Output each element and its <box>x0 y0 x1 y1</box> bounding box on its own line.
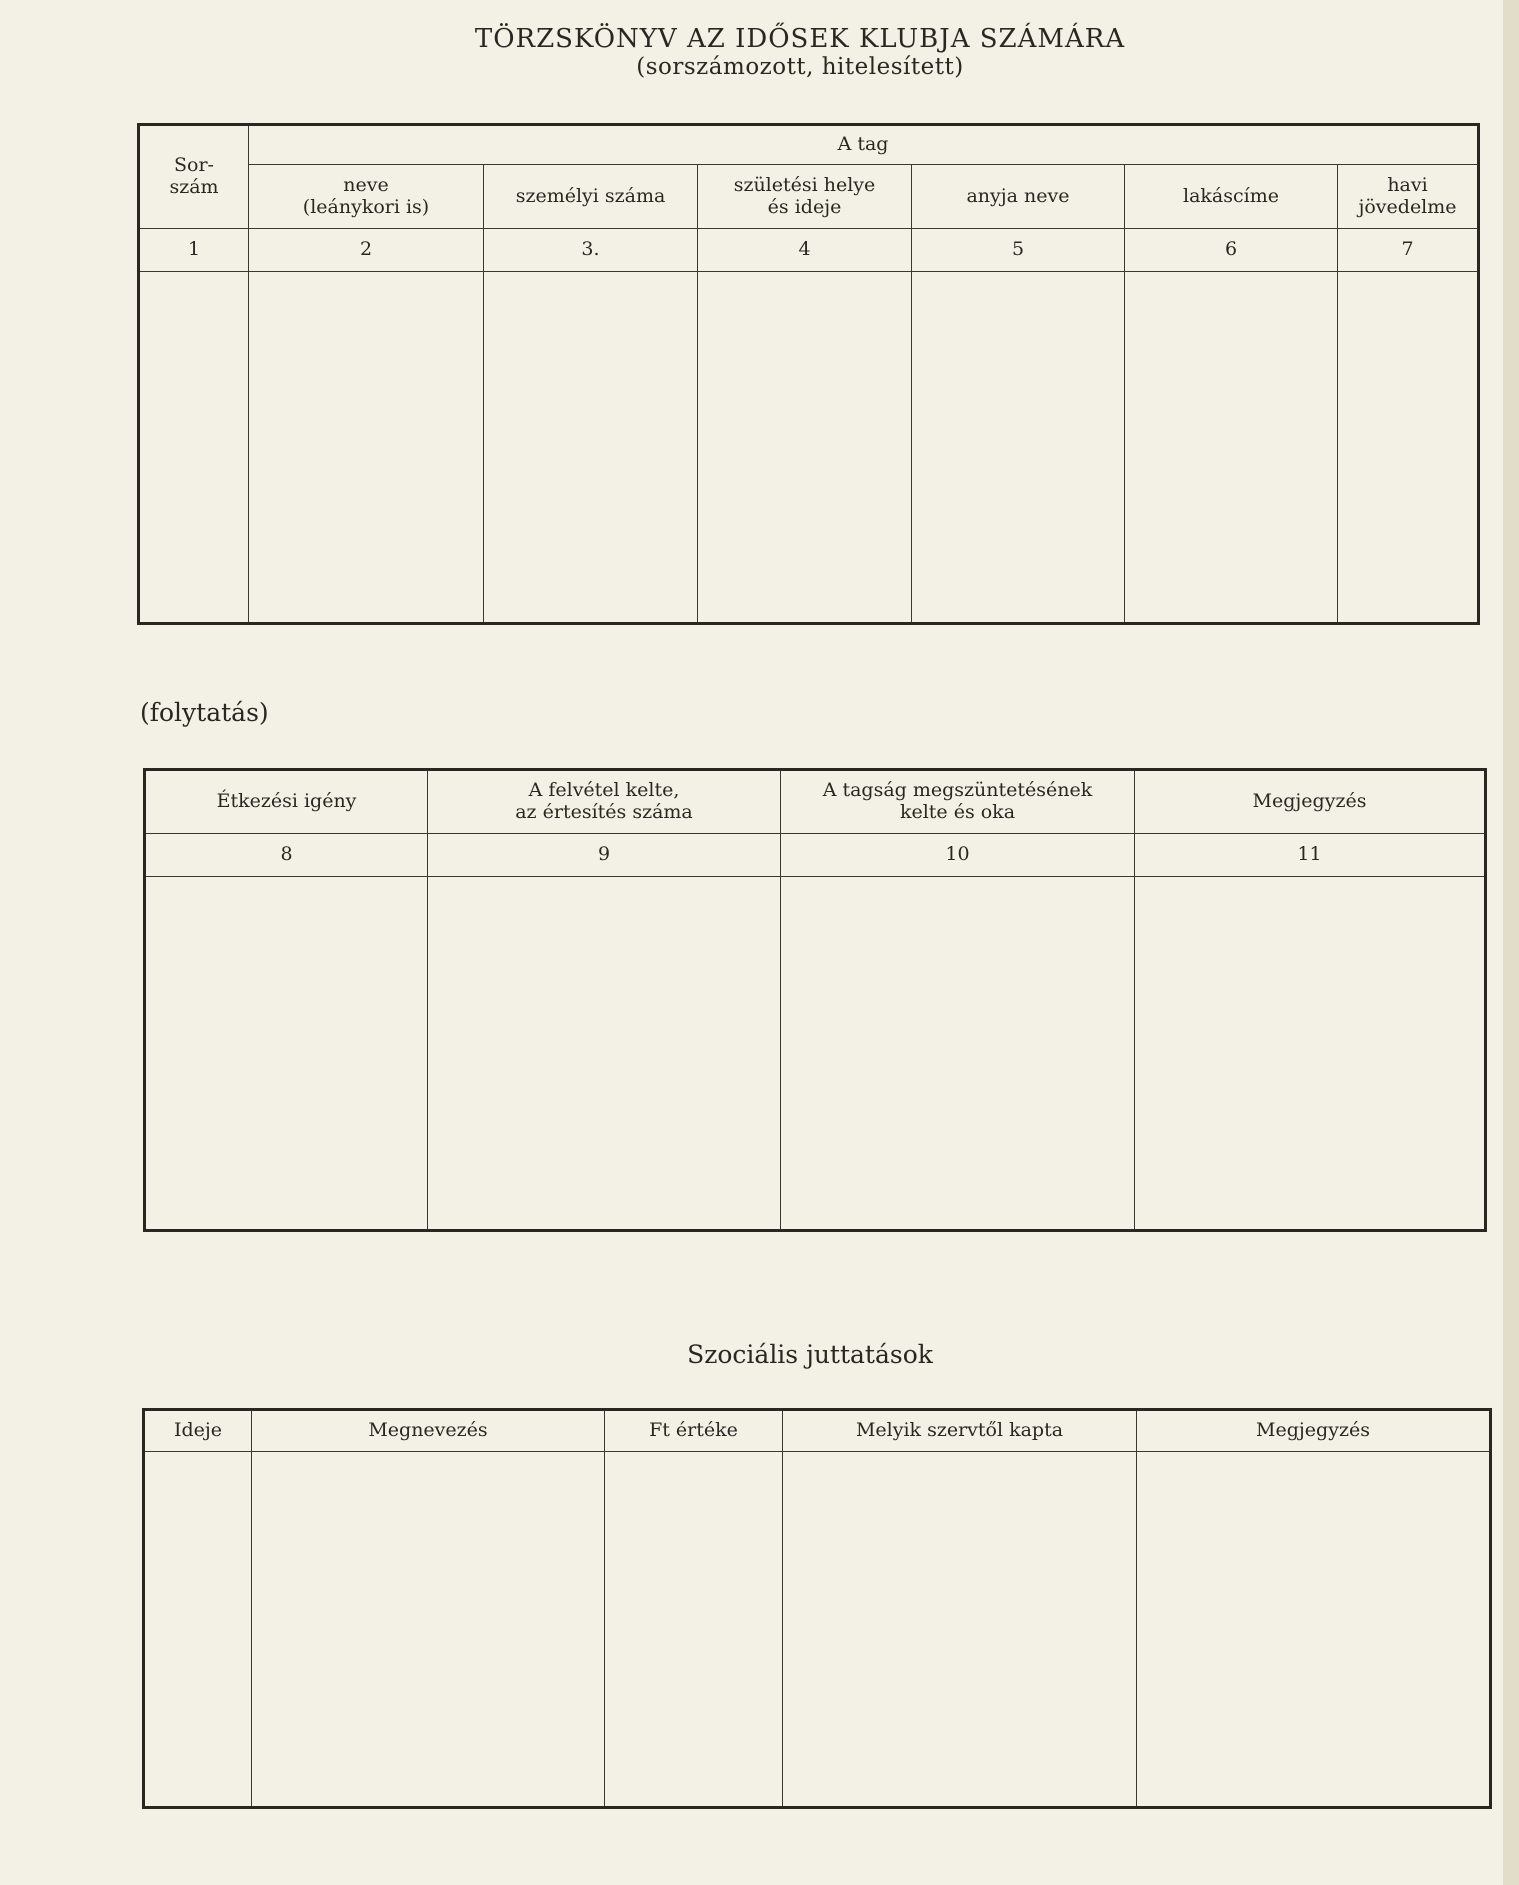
continuation-label: (folytatás) <box>140 698 269 727</box>
column-number-8: 8 <box>145 834 428 877</box>
entry-cell[interactable] <box>1338 272 1479 624</box>
document-title: TÖRZSKÖNYV AZ IDŐSEK KLUBJA SZÁMÁRA <box>474 24 1126 54</box>
header-melyik-szervtol: Melyik szervtől kapta <box>783 1410 1137 1452</box>
entry-cell[interactable] <box>1135 877 1486 1231</box>
header-neve <box>249 165 484 229</box>
entry-cell[interactable] <box>1137 1452 1491 1808</box>
header-megjegyzes-2: Megjegyzés <box>1137 1410 1491 1452</box>
member-register-table <box>137 123 1480 625</box>
header-tagsag-line1: A tagság megszüntetésének <box>822 779 1093 802</box>
column-number-11: 11 <box>1135 834 1486 877</box>
header-havi-line2: jövedelme <box>1358 195 1457 218</box>
header-szuletesi-helye <box>698 165 912 229</box>
column-number-3: 3. <box>484 229 698 272</box>
entry-cell[interactable] <box>698 272 912 624</box>
header-havi-line1: havi <box>1387 173 1428 196</box>
entry-cell[interactable] <box>139 272 249 624</box>
column-number-10: 10 <box>781 834 1135 877</box>
header-megjegyzes: Megjegyzés <box>1135 770 1486 834</box>
header-havi-jovedelme <box>1338 165 1479 229</box>
entry-cell[interactable] <box>252 1452 605 1808</box>
header-felvetel-kelte <box>428 770 781 834</box>
continuation-table <box>143 768 1487 1232</box>
header-lakascime: lakáscíme <box>1125 165 1338 229</box>
column-number-5: 5 <box>912 229 1125 272</box>
entry-cell[interactable] <box>249 272 484 624</box>
paper-edge <box>1503 0 1519 1885</box>
header-felvetel-line2: az értesítés száma <box>515 801 693 823</box>
header-szemelyi-szama: személyi száma <box>484 165 698 229</box>
section-heading-szocialis: Szociális juttatások <box>687 1340 933 1369</box>
document-subtitle: (sorszámozott, hitelesített) <box>636 54 964 80</box>
header-sorszam-line1: Sor- <box>174 154 214 177</box>
entry-cell[interactable] <box>484 272 698 624</box>
header-etkezesi-igeny: Étkezési igény <box>145 770 428 834</box>
header-a-tag: A tag <box>249 125 1479 165</box>
header-neve-line1: neve <box>343 173 389 196</box>
header-szuletesi-line1: születési helye <box>733 173 876 196</box>
header-tagsag-line2: kelte és oka <box>899 801 1016 823</box>
header-ideje: Ideje <box>144 1410 252 1452</box>
column-number-4: 4 <box>698 229 912 272</box>
column-number-2: 2 <box>249 229 484 272</box>
header-tagsag-megszuntetese <box>781 770 1135 834</box>
entry-cell[interactable] <box>912 272 1125 624</box>
header-szuletesi-line2: és ideje <box>767 195 842 218</box>
header-anyja-neve: anyja neve <box>912 165 1125 229</box>
column-number-7: 7 <box>1338 229 1479 272</box>
entry-cell[interactable] <box>144 1452 252 1808</box>
column-number-6: 6 <box>1125 229 1338 272</box>
header-felvetel-line1: A felvétel kelte, <box>528 779 680 802</box>
header-ft-erteke: Ft értéke <box>605 1410 783 1452</box>
header-sorszam <box>139 125 249 229</box>
header-megnevezes: Megnevezés <box>252 1410 605 1452</box>
header-sorszam-line2: szám <box>169 176 219 198</box>
entry-cell[interactable] <box>428 877 781 1231</box>
entry-cell[interactable] <box>605 1452 783 1808</box>
social-benefits-table <box>142 1408 1492 1809</box>
column-number-1: 1 <box>139 229 249 272</box>
column-number-9: 9 <box>428 834 781 877</box>
entry-cell[interactable] <box>781 877 1135 1231</box>
header-neve-line2: (leánykori is) <box>302 195 430 218</box>
entry-cell[interactable] <box>783 1452 1137 1808</box>
entry-cell[interactable] <box>145 877 428 1231</box>
entry-cell[interactable] <box>1125 272 1338 624</box>
